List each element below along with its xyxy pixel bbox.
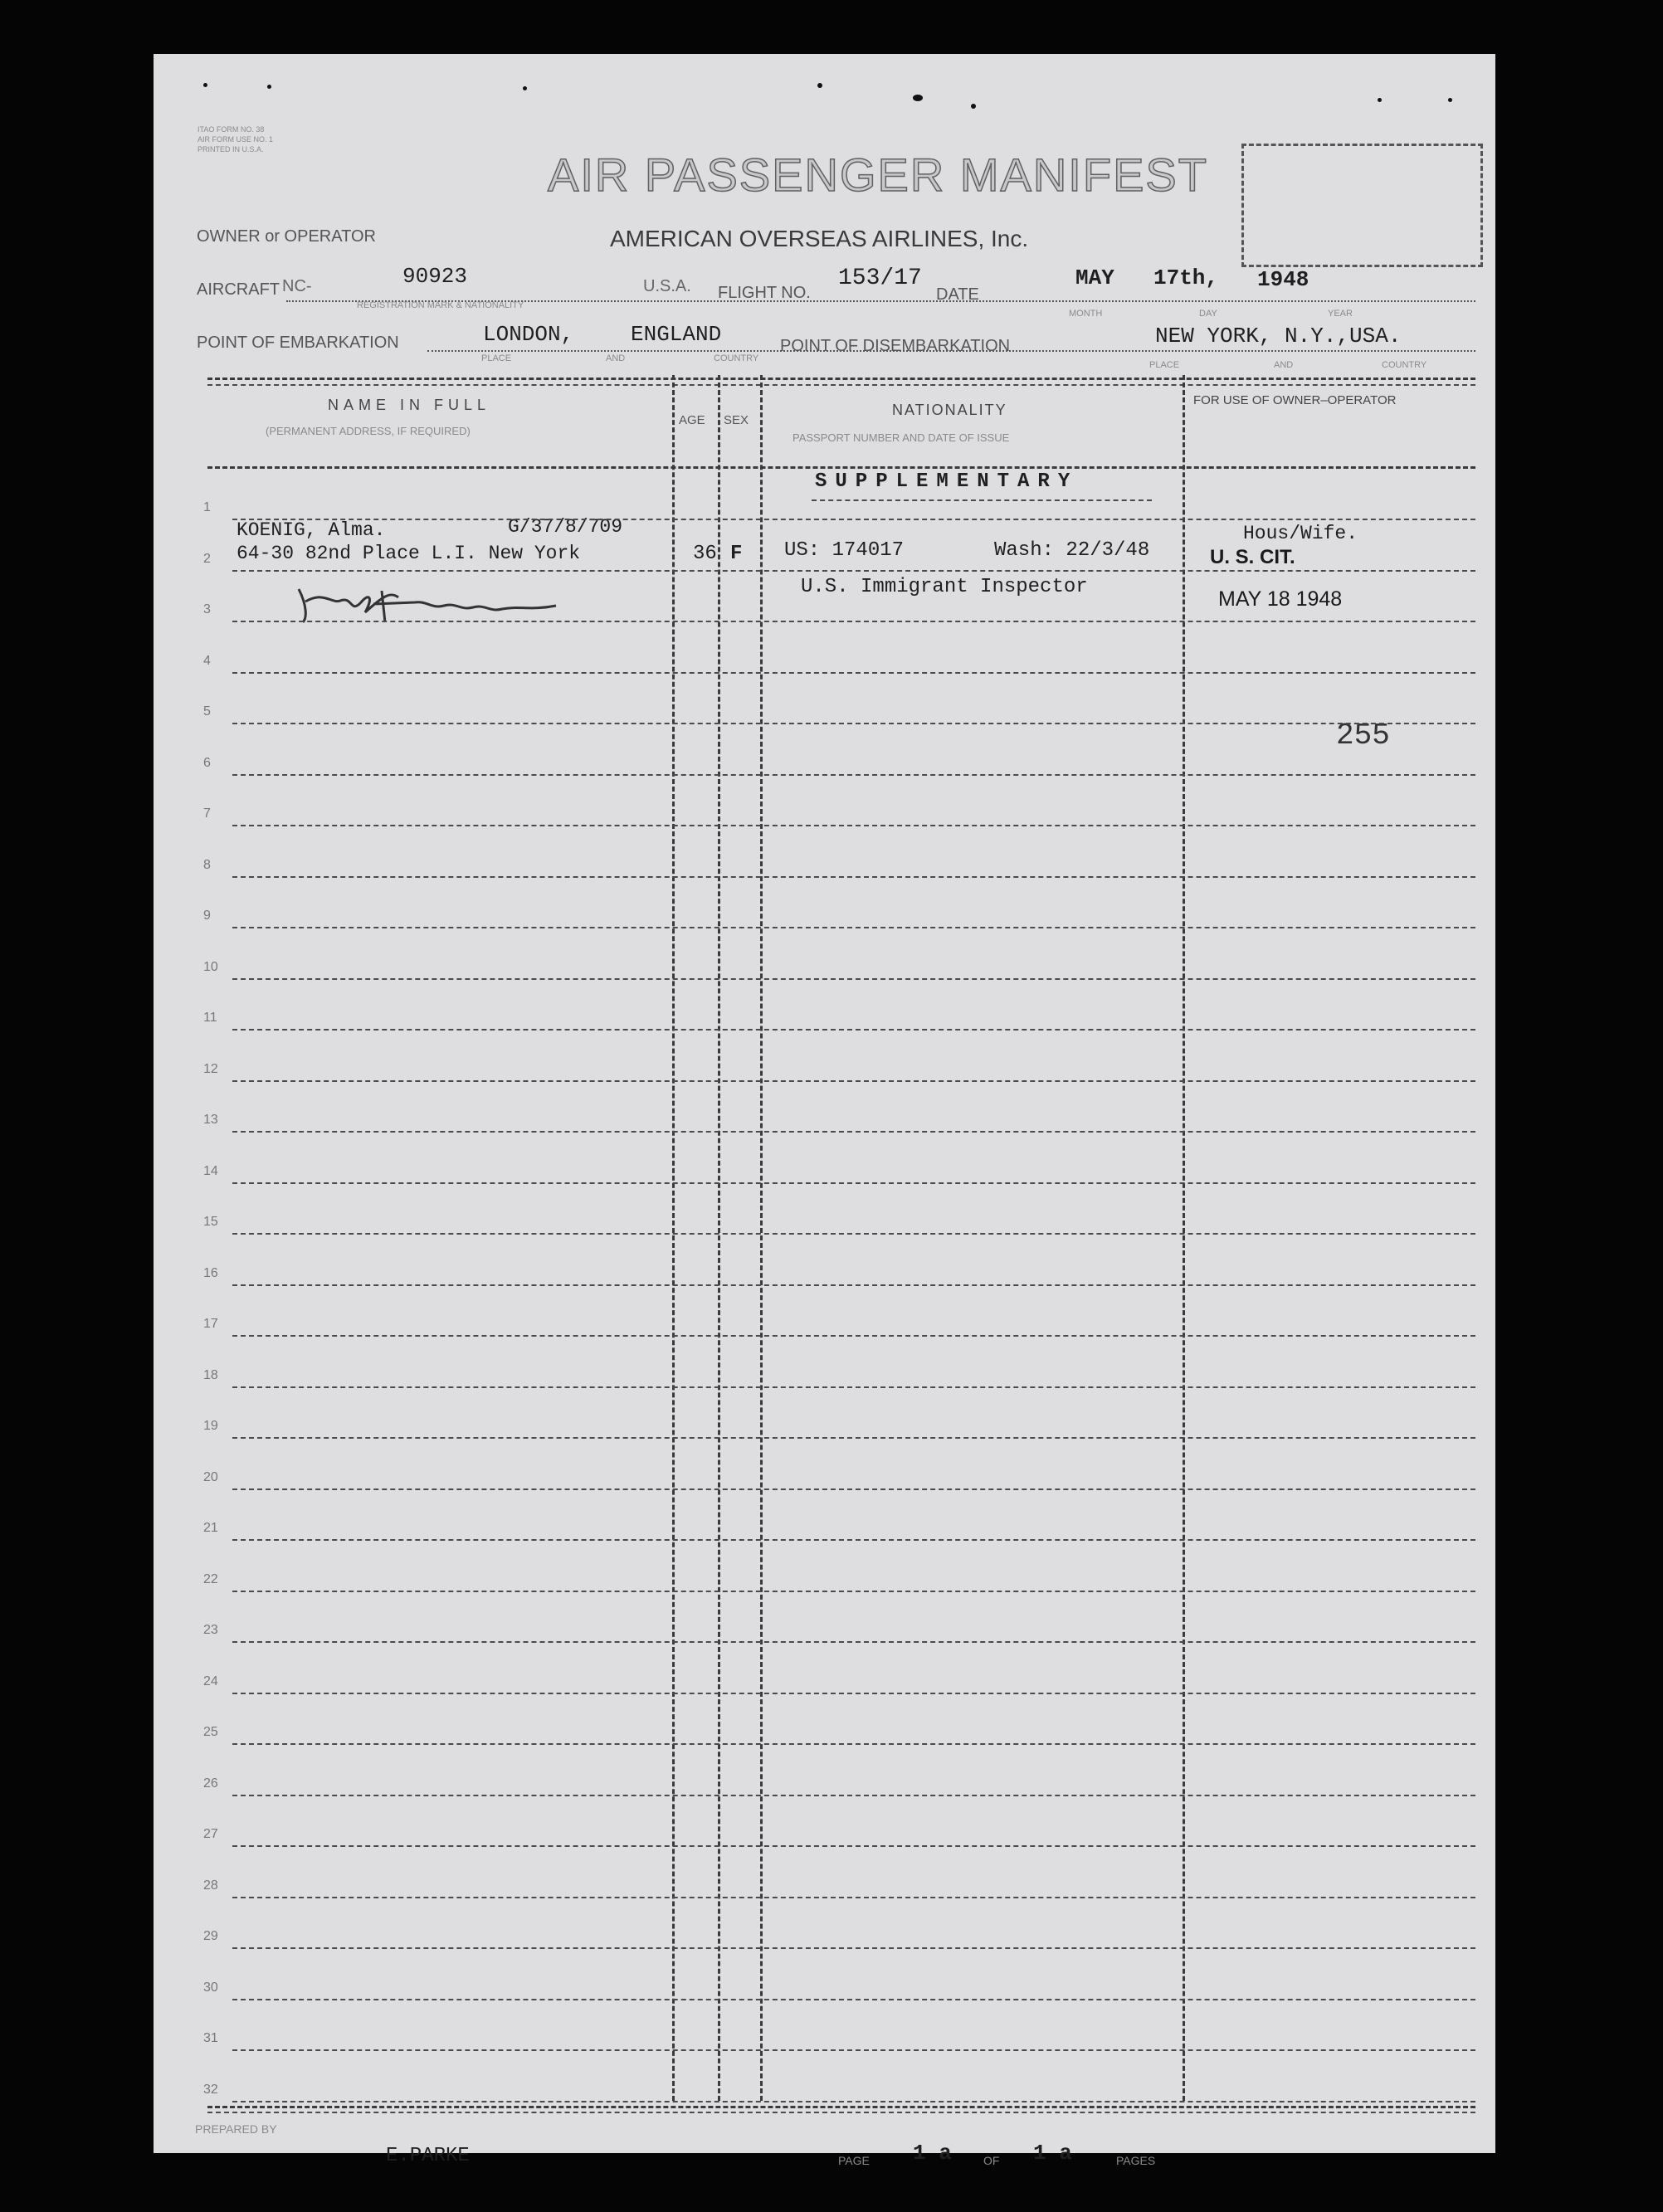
row-rule: [232, 1743, 1475, 1745]
row-rule: [232, 1999, 1475, 2000]
table-header-rule: [207, 466, 1475, 469]
row-number: 12: [203, 1062, 218, 1076]
row-number: 27: [203, 1827, 218, 1841]
row-rule: [232, 1641, 1475, 1643]
owner-label: OWNER or OPERATOR: [197, 227, 376, 246]
ink-speck: [523, 86, 527, 90]
row-number: 22: [203, 1572, 218, 1586]
name-header: NAME IN FULL: [328, 397, 491, 413]
aircraft-registration: 90923: [402, 264, 468, 289]
place-caption: PLACE: [1149, 360, 1180, 370]
passenger-file-number: G/37/8/709: [508, 516, 623, 538]
row-rule: [232, 825, 1475, 826]
row-number: 30: [203, 1981, 218, 1995]
page-number: 1 a: [913, 2141, 952, 2166]
supplementary-underline: [812, 499, 1152, 501]
passenger-age: 36: [693, 543, 717, 565]
row-number: 24: [203, 1674, 218, 1688]
official-use-box: [1241, 144, 1483, 267]
row-rule: [232, 1488, 1475, 1490]
row-rule: [232, 1897, 1475, 1898]
and-caption: AND: [606, 353, 626, 363]
country-caption: COUNTRY: [1382, 360, 1427, 370]
row-number: 8: [203, 858, 211, 872]
aircraft-prefix: NC-: [282, 277, 312, 295]
registration-caption: REGISTRATION MARK & NATIONALITY: [357, 300, 524, 310]
row-number: 3: [203, 602, 211, 616]
row-number: 16: [203, 1266, 218, 1280]
owner-use-header: FOR USE OF OWNER–OPERATOR: [1193, 393, 1397, 407]
row-number: 1: [203, 500, 211, 514]
column-rule-owner: [1183, 375, 1185, 2101]
row-rule: [232, 723, 1475, 724]
embark-place: LONDON,: [483, 322, 574, 347]
row-number: 10: [203, 960, 218, 974]
row-rule: [232, 1539, 1475, 1541]
supplementary-label: SUPPLEMENTARY: [815, 470, 1079, 493]
column-rule-age: [672, 375, 675, 2101]
side-number: 255: [1336, 719, 1390, 753]
row-rule: [232, 1284, 1475, 1286]
page-title: AIR PASSENGER MANIFEST: [548, 149, 1208, 201]
row-number: 2: [203, 552, 211, 566]
disembark-value: NEW YORK, N.Y.,USA.: [1155, 324, 1402, 348]
row-rule: [232, 1693, 1475, 1694]
row-rule: [232, 1233, 1475, 1235]
row-rule: [232, 2049, 1475, 2051]
of-label: OF: [983, 2154, 1000, 2167]
row-rule: [232, 876, 1475, 878]
embark-underline: [427, 350, 1475, 352]
owner-value: AMERICAN OVERSEAS AIRLINES, Inc.: [610, 226, 1029, 251]
ink-speck: [817, 83, 822, 88]
pages-label: PAGES: [1116, 2154, 1156, 2167]
ink-speck: [267, 85, 271, 89]
total-pages: 1 a: [1033, 2141, 1072, 2166]
table-top-rule: [207, 384, 1475, 386]
row-rule: [232, 1386, 1475, 1388]
and-caption: AND: [1274, 360, 1294, 370]
aircraft-label: AIRCRAFT: [197, 280, 280, 299]
page-label: PAGE: [838, 2154, 870, 2167]
year-caption: YEAR: [1328, 309, 1353, 319]
manifest-sheet: [154, 54, 1495, 2153]
ink-speck: [1378, 98, 1382, 102]
row-number: 14: [203, 1164, 218, 1178]
ink-speck: [1448, 98, 1452, 102]
date-month: MAY: [1075, 266, 1114, 290]
row-rule: [232, 978, 1475, 980]
passenger-occupation: Hous/Wife.: [1243, 523, 1358, 544]
row-rule: [232, 1029, 1475, 1030]
row-number: 19: [203, 1419, 218, 1433]
row-rule: [232, 621, 1475, 622]
row-number: 29: [203, 1929, 218, 1943]
row-rule: [232, 1131, 1475, 1133]
column-rule-sex: [718, 375, 720, 2101]
passenger-name: KOENIG, Alma.: [237, 519, 386, 541]
row-number: 26: [203, 1776, 218, 1791]
inspection-date-stamp: MAY 18 1948: [1218, 587, 1343, 611]
age-header: AGE: [679, 413, 705, 427]
row-number: 6: [203, 756, 211, 770]
embark-label: POINT OF EMBARKATION: [197, 334, 399, 352]
flight-label: FLIGHT NO.: [718, 284, 811, 302]
row-rule: [232, 774, 1475, 776]
row-number: 5: [203, 704, 211, 719]
passport-number: US: 174017: [784, 539, 905, 562]
ink-speck: [203, 83, 207, 87]
row-rule: [232, 1947, 1475, 1949]
name-subheader: (PERMANENT ADDRESS, IF REQUIRED): [266, 425, 471, 437]
day-caption: DAY: [1199, 309, 1217, 319]
row-rule: [232, 1335, 1475, 1337]
passenger-address: 64-30 82nd Place L.I. New York: [237, 543, 581, 564]
row-rule: [232, 570, 1475, 572]
passenger-sex: F: [730, 543, 743, 565]
month-caption: MONTH: [1069, 309, 1103, 319]
citizenship-stamp: U. S. CIT.: [1210, 546, 1295, 568]
ink-speck: [913, 95, 923, 101]
row-number: 31: [203, 2031, 218, 2045]
row-rule: [232, 2101, 1475, 2102]
date-year: 1948: [1257, 267, 1309, 292]
sex-header: SEX: [724, 413, 749, 427]
table-bottom-rule: [207, 2106, 1475, 2108]
column-rule-nationality: [760, 375, 763, 2101]
nationality-header: NATIONALITY: [892, 402, 1007, 418]
passport-issue: Wash: 22/3/48: [994, 539, 1150, 562]
date-day: 17th,: [1153, 266, 1219, 290]
embark-country: ENGLAND: [631, 322, 722, 347]
row-rule: [232, 1182, 1475, 1184]
row-rule: [232, 672, 1475, 674]
row-number: 7: [203, 806, 211, 821]
table-bottom-rule: [207, 2112, 1475, 2113]
row-rule: [232, 519, 1475, 520]
flight-number: 153/17: [838, 266, 922, 291]
row-rule: [232, 1795, 1475, 1796]
row-number: 11: [203, 1011, 217, 1025]
row-number: 9: [203, 909, 211, 923]
prepared-label: PREPARED BY: [195, 2122, 277, 2136]
disembark-label: POINT OF DISEMBARKATION: [780, 337, 1011, 355]
row-number: 23: [203, 1623, 218, 1637]
row-number: 25: [203, 1725, 218, 1739]
row-rule: [232, 927, 1475, 928]
row-rule: [232, 1437, 1475, 1439]
row-rule: [232, 1080, 1475, 1082]
row-rule: [232, 1845, 1475, 1847]
row-rule: [232, 1591, 1475, 1592]
row-number: 4: [203, 654, 211, 668]
row-number: 28: [203, 1878, 218, 1893]
form-stamp: ITAO FORM NO. 38 AIR FORM USE NO. 1 PRINTED IN U.S.A.: [198, 125, 274, 153]
table-top-rule: [207, 378, 1475, 380]
passport-subheader: PASSPORT NUMBER AND DATE OF ISSUE: [792, 431, 1010, 444]
row-number: 32: [203, 2083, 218, 2097]
ink-speck: [971, 104, 976, 109]
place-caption: PLACE: [481, 353, 512, 363]
country-caption: COUNTRY: [714, 353, 759, 363]
inspector-label: U.S. Immigrant Inspector: [801, 576, 1088, 598]
row-number: 20: [203, 1470, 218, 1484]
row-number: 21: [203, 1521, 218, 1535]
usa-label: U.S.A.: [643, 277, 691, 295]
date-label: DATE: [936, 285, 979, 304]
row-number: 17: [203, 1317, 218, 1331]
row-number: 13: [203, 1113, 218, 1127]
row-number: 18: [203, 1368, 218, 1382]
row-number: 15: [203, 1215, 218, 1229]
prepared-value: E.PARKE: [386, 2145, 470, 2167]
